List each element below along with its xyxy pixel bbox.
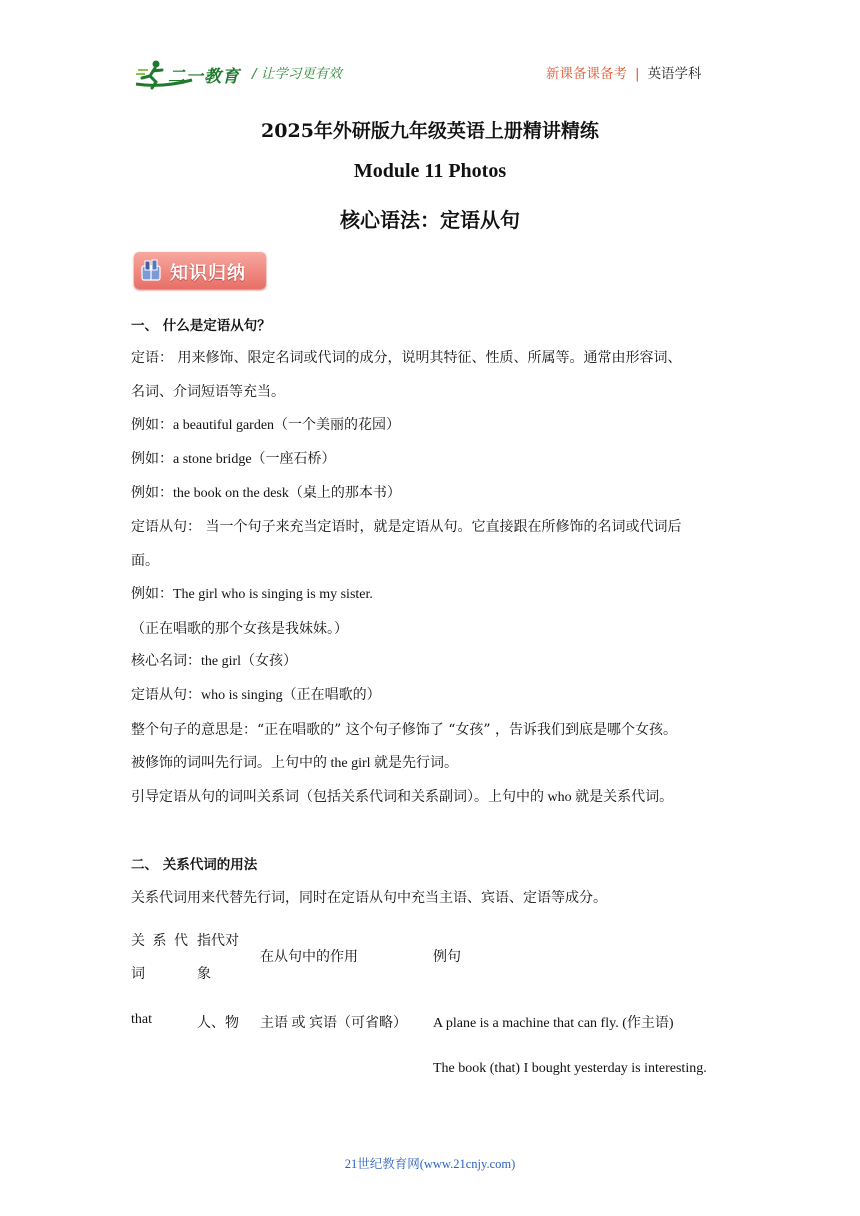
s1-line-12: 被修饰的词叫先行词。上句中的 the girl 就是先行词。: [131, 756, 459, 771]
s1-line-11: 整个句子的意思是：“正在唱歌的” 这个句子修饰了 “女孩” ，告诉我们到底是哪个女孩。: [131, 722, 677, 738]
footer-source[interactable]: 21世纪教育网(www.21cnjy.com): [344, 1157, 516, 1171]
grammar-title: 核心语法：定语从句: [340, 208, 520, 232]
badge-label: 知识归纳: [170, 263, 246, 284]
s1-line-5: 定语从句： 当一个句子来充当定语时，就是定语从句。它直接跟在所修饰的名词或代词后: [131, 519, 682, 535]
book-icon: [140, 258, 162, 282]
th-reference-1: 指代对: [197, 934, 239, 949]
s1-line-6: 面。: [131, 553, 159, 569]
th-relative-pronoun-1: 关 系 代: [131, 934, 190, 949]
header-tag-subject: 英语学科: [647, 66, 702, 82]
s1-line-13: 引导定语从句的词叫关系词（包括关系代词和关系副词）。上句中的 who 就是关系代词。: [131, 790, 674, 805]
row-that-word: that: [131, 1012, 152, 1027]
s1-line-3: 例如：a stone bridge（一座石桥）: [131, 452, 336, 467]
s1-line-7: 例如：The girl who is singing is my sister.: [131, 587, 373, 602]
doc-title: 2025年外研版九年级英语上册精讲精练: [261, 120, 599, 142]
th-example: 例句: [433, 950, 461, 965]
header-right: [546, 62, 702, 82]
row-that-ref: 人、物: [197, 1016, 239, 1031]
section1-heading: 一、 什么是定语从句？: [131, 318, 271, 334]
s2-intro: 关系代词用来代替先行词，同时在定语从句中充当主语、宾语、定语等成分。: [131, 890, 607, 906]
row-that-role: 主语 或 宾语（可省略）: [260, 1016, 407, 1031]
s1-line-9: 核心名词：the girl（女孩）: [131, 654, 298, 669]
s1-line-4: 例如：the book on the desk（桌上的那本书）: [131, 486, 401, 501]
row-that-example-1: A plane is a machine that can fly. (作主语): [433, 1016, 674, 1031]
module-title: Module 11 Photos: [353, 160, 507, 182]
th-reference-2: 象: [197, 967, 211, 982]
row-that-example-2: The book (that) I bought yesterday is interesting.: [433, 1061, 707, 1076]
th-relative-pronoun-2: 词: [131, 967, 145, 982]
header-separator: |: [635, 66, 640, 82]
header-tag-prep: 新课备课备考: [546, 66, 627, 82]
s1-line-2: 例如：a beautiful garden（一个美丽的花园）: [131, 418, 401, 433]
slogan: / 让学习更有效: [252, 66, 342, 82]
s1-line-10: 定语从句：who is singing（正在唱歌的）: [131, 688, 381, 703]
s1-line-8: （正在唱歌的那个女孩是我妹妹。）: [131, 621, 348, 637]
th-role: 在从句中的作用: [260, 950, 358, 965]
s1-line-0: 定语： 用来修饰、限定名词或代词的成分，说明其特征、性质、所属等。通常由形容词、: [131, 350, 682, 366]
section2-heading: 二、 关系代词的用法: [131, 857, 258, 873]
logo-text: 二一教育: [168, 67, 240, 87]
s1-line-1: 名词、介词短语等充当。: [131, 384, 285, 400]
